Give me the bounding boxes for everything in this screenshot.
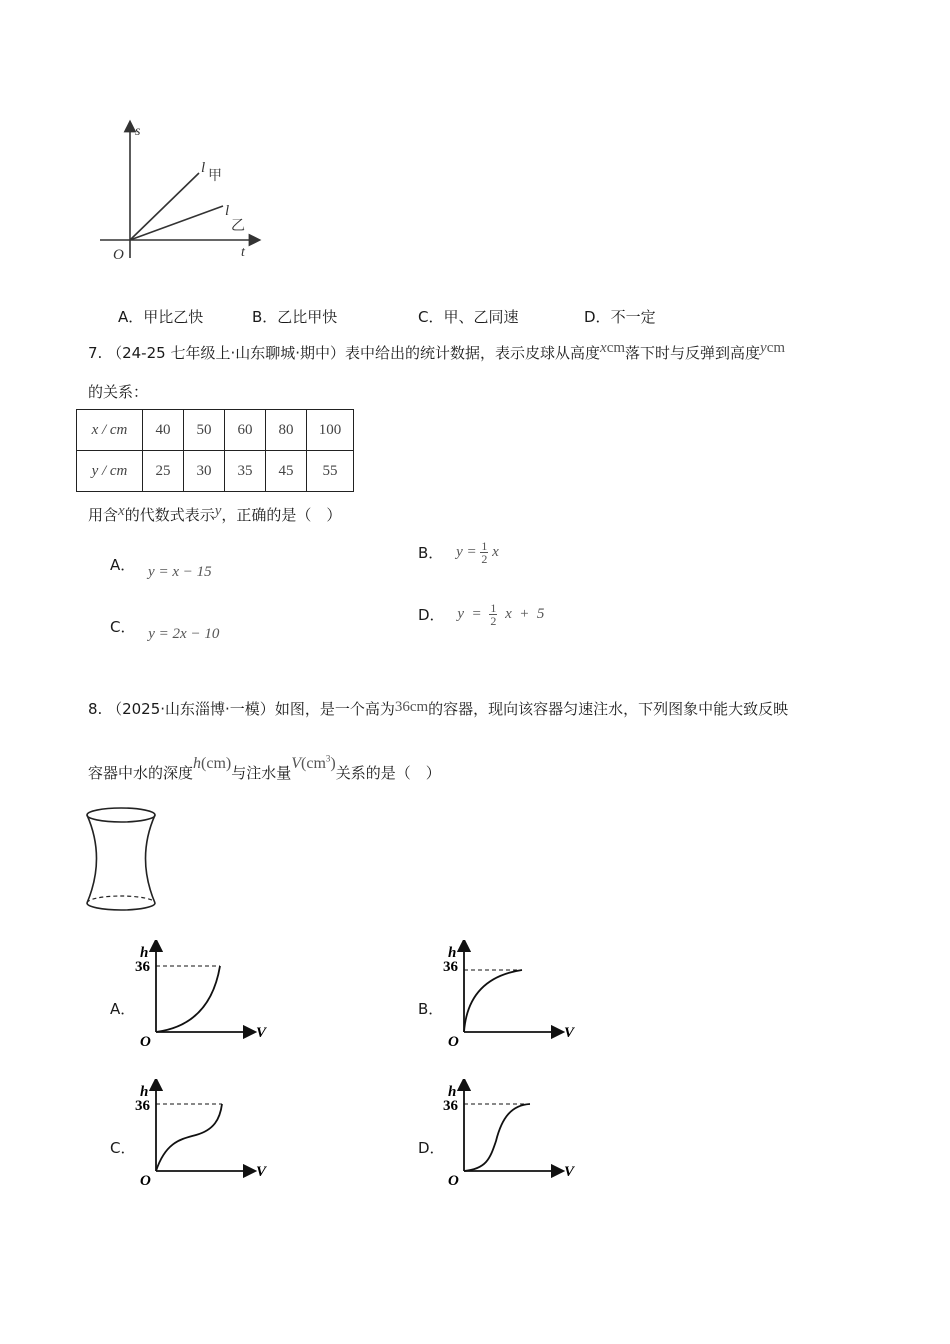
q7-option-a[interactable] — [110, 554, 212, 580]
t-label: t — [241, 245, 245, 260]
cell-x-5: 100 — [307, 410, 354, 451]
q7-option-b-lhs: y = — [456, 544, 477, 560]
graph-a-max-label: 36 — [135, 959, 150, 975]
q8-option-b-letter: B． — [418, 1000, 444, 1018]
q7-option-d-lhs: y = — [457, 606, 482, 622]
q7-option-b-formula — [456, 539, 499, 567]
line-jia-sub: 甲 — [208, 169, 222, 184]
graph-a-v-label: V — [256, 1025, 267, 1041]
q8-stem-line2 — [88, 753, 441, 783]
q6-option-b-letter: B． — [252, 308, 278, 326]
cell-x-1: 40 — [143, 410, 184, 451]
q7-option-d-rhs: x + 5 — [505, 606, 545, 622]
table-row-y — [77, 451, 354, 492]
q7-option-c-formula: y = 2x − 10 — [148, 626, 220, 642]
q7-var-y: y — [760, 340, 767, 356]
graph-a-curve — [156, 966, 220, 1032]
q8-stem-part4: 与注水量 — [231, 764, 292, 782]
q7-option-a-formula: y = x − 15 — [148, 564, 212, 580]
q7-option-b-num: 1 — [481, 539, 488, 554]
q7-question-part3: ，正确的是（ ） — [221, 506, 342, 524]
q8-graph-a[interactable] — [130, 940, 280, 1050]
graph-d-h-label: h — [448, 1084, 457, 1100]
origin-label: O — [113, 247, 124, 263]
q7-question-part2: 的代数式表示 — [124, 506, 215, 524]
row-x-header: x / cm — [77, 410, 143, 451]
q6-option-c-letter: C． — [418, 308, 444, 326]
q6-option-a-text: 甲比乙快 — [143, 308, 204, 326]
row-y-header: y / cm — [77, 451, 143, 492]
graph-b-origin-label: O — [448, 1034, 459, 1050]
graph-c-curve — [156, 1104, 222, 1171]
q8-height-value: 36cm — [394, 699, 429, 715]
q6-option-d-letter: D． — [584, 308, 611, 326]
cell-y-2: 30 — [184, 451, 225, 492]
q6-option-d[interactable] — [584, 306, 656, 327]
container-top-rim — [87, 808, 155, 822]
graph-b-curve — [464, 970, 522, 1032]
q7-data-table — [76, 409, 354, 492]
graph-c-h-label: h — [140, 1084, 149, 1100]
line-yi-l: l — [225, 203, 230, 219]
q8-v-exp: 3 — [325, 753, 331, 764]
q6-option-c[interactable] — [418, 306, 519, 327]
graph-b-h-label: h — [448, 945, 457, 961]
q7-stem-line2: 的关系： — [88, 383, 149, 401]
container-bottom-back — [87, 896, 155, 903]
q7-option-b[interactable] — [418, 540, 499, 565]
q7-source: （24-25 七年级上·山东聊城·期中） — [107, 344, 345, 362]
q7-option-c[interactable] — [110, 616, 220, 642]
q6-st-graph — [95, 118, 270, 268]
q7-option-b-letter: B． — [418, 544, 444, 562]
graph-a-origin-label: O — [140, 1034, 151, 1050]
container-right-wall — [146, 815, 156, 903]
q8-stem-line1 — [88, 698, 788, 719]
q6-option-d-text: 不一定 — [610, 308, 656, 326]
q8-v-unit: (cm — [301, 755, 326, 772]
q7-option-b-rhs: x — [492, 544, 499, 560]
q7-unit-y: cm — [766, 340, 786, 356]
q7-question-part1: 用含 — [88, 506, 119, 524]
container-bottom-front — [87, 903, 155, 910]
q7-question — [88, 504, 341, 525]
cell-x-4: 80 — [266, 410, 307, 451]
q8-stem-part5: 关系的是（ ） — [335, 764, 441, 782]
line-jia-l: l — [201, 160, 206, 176]
q7-option-b-den: 2 — [481, 552, 488, 567]
q7-stem-part1: 表中给出的统计数据，表示皮球从高度 — [345, 344, 601, 362]
q7-option-d-den: 2 — [490, 614, 497, 629]
graph-b-max-label: 36 — [443, 959, 458, 975]
line-yi — [130, 206, 223, 240]
q7-option-c-letter: C． — [110, 618, 136, 636]
q7-option-a-letter: A． — [110, 556, 136, 574]
q6-option-a[interactable] — [118, 306, 203, 327]
q8-graph-b[interactable] — [438, 940, 588, 1050]
q8-graph-c[interactable] — [130, 1079, 280, 1189]
q8-stem-part1: 如图，是一个高为 — [274, 700, 395, 718]
q7-var-x: x — [600, 340, 607, 356]
q8-option-a-letter: A． — [110, 1000, 136, 1018]
q7-question-var-y: y — [214, 503, 222, 519]
q7-number: 7. — [88, 344, 103, 362]
container-left-wall — [87, 815, 97, 903]
graph-d-max-label: 36 — [443, 1098, 458, 1114]
q8-number: 8. — [88, 700, 103, 718]
q7-stem-part2: 落下时与反弹到高度 — [625, 344, 761, 362]
q8-container-figure — [84, 803, 164, 913]
line-jia — [130, 173, 199, 240]
table-row-x — [77, 410, 354, 451]
graph-c-v-label: V — [256, 1164, 267, 1180]
q8-graph-d[interactable] — [438, 1079, 588, 1189]
graph-d-v-label: V — [564, 1164, 575, 1180]
q8-h-unit: (cm) — [201, 755, 232, 772]
q8-option-c-letter: C． — [110, 1139, 136, 1157]
q8-source: （2025·山东淄博·一模） — [107, 700, 275, 718]
cell-y-5: 55 — [307, 451, 354, 492]
q7-option-d[interactable] — [418, 602, 544, 627]
q6-option-c-text: 甲、乙同速 — [443, 308, 519, 326]
graph-b-v-label: V — [564, 1025, 575, 1041]
q8-stem-part2: 的容器，现向该容器匀速注水，下列图象中能大致反映 — [428, 700, 789, 718]
q6-option-a-letter: A． — [118, 308, 144, 326]
cell-y-1: 25 — [143, 451, 184, 492]
q8-stem-part3: 容器中水的深度 — [88, 764, 194, 782]
graph-d-curve — [464, 1104, 530, 1171]
q7-question-var-x: x — [118, 503, 125, 519]
q7-option-d-num: 1 — [490, 601, 497, 616]
q7-stem-line1 — [88, 342, 785, 363]
cell-y-4: 45 — [266, 451, 307, 492]
cell-y-3: 35 — [225, 451, 266, 492]
q7-unit-x: cm — [606, 340, 626, 356]
cell-x-2: 50 — [184, 410, 225, 451]
s-label: s — [135, 124, 141, 139]
q6-option-b-text: 乙比甲快 — [277, 308, 338, 326]
q7-option-d-letter: D． — [418, 606, 445, 624]
q8-option-d-letter: D． — [418, 1139, 445, 1157]
cell-x-3: 60 — [225, 410, 266, 451]
graph-d-origin-label: O — [448, 1173, 459, 1189]
q8-v-close: ) — [330, 755, 336, 772]
graph-a-h-label: h — [140, 945, 149, 961]
q7-option-d-formula — [457, 601, 545, 629]
q6-option-b[interactable] — [252, 306, 337, 327]
graph-c-origin-label: O — [140, 1173, 151, 1189]
q8-v-expr: V — [291, 755, 302, 772]
q8-h-expr: h — [193, 755, 202, 772]
line-yi-sub: 乙 — [231, 219, 245, 234]
graph-c-max-label: 36 — [135, 1098, 150, 1114]
